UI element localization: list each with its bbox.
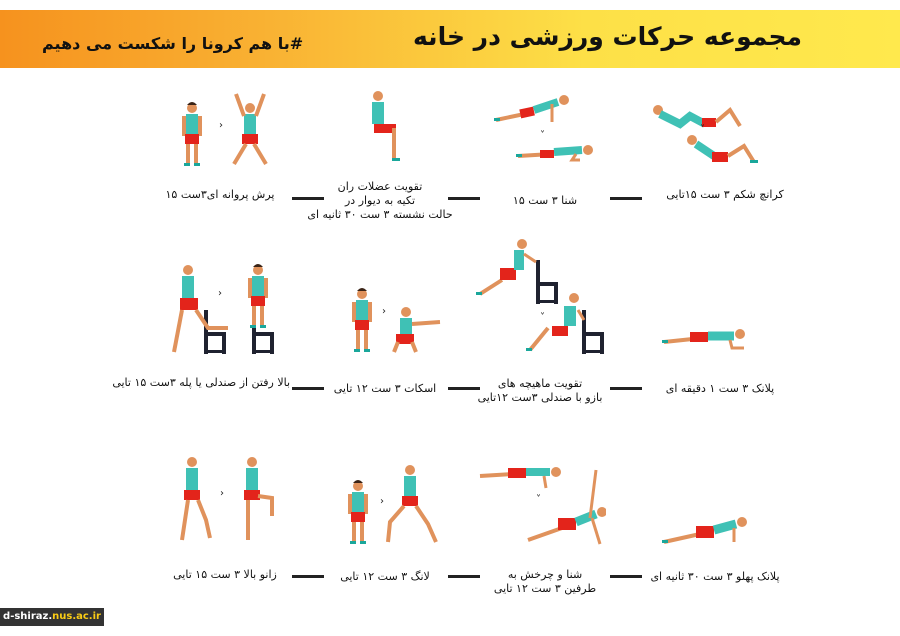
sequence-arrow xyxy=(292,575,324,578)
sequence-arrow xyxy=(610,387,642,390)
side-plank-illustration xyxy=(660,512,760,552)
exercise-caption: پلانک پهلو ۳ ست ۳۰ ثانیه ای xyxy=(650,570,780,583)
crunch-illustration xyxy=(640,88,760,170)
svg-text:˅: ˅ xyxy=(536,494,541,505)
svg-text:˅: ˅ xyxy=(540,130,545,141)
exercise-caption: پرش پروانه ای۳ست ۱۵ xyxy=(165,188,275,201)
svg-text:˅: ˅ xyxy=(700,124,705,135)
sequence-arrow xyxy=(448,387,480,390)
squat-illustration xyxy=(346,262,446,356)
jumping-jack-illustration xyxy=(172,80,282,172)
exercise-caption: اسکات ۳ ست ۱۲ تایی xyxy=(333,382,437,395)
exercise-caption: کرانچ شکم ۳ ست ۱۵تایی xyxy=(666,188,784,201)
site-watermark: d-shiraz.nus.ac.ir xyxy=(0,608,104,626)
svg-text:›: › xyxy=(220,488,224,499)
plank-illustration xyxy=(660,320,760,360)
sequence-arrow xyxy=(448,575,480,578)
exercise-caption: زانو بالا ۳ ست ۱۵ تایی xyxy=(173,568,277,581)
high-knees-illustration xyxy=(172,452,282,548)
exercise-caption: تقویت عضلات ران تکیه به دیوار در حالت نشسته ۳ ست ۳۰ ثانیه ای xyxy=(307,180,453,221)
exercise-caption: لانگ ۳ ست ۱۲ تایی xyxy=(340,570,430,583)
sequence-arrow xyxy=(610,575,642,578)
exercise-caption: بالا رفتن از صندلی یا پله ۳ست ۱۵ تایی xyxy=(112,376,290,389)
svg-text:˅: ˅ xyxy=(540,312,545,323)
exercise-caption: شنا و چرخش به طرفین ۳ ست ۱۲ تایی xyxy=(493,568,597,595)
step-up-illustration xyxy=(164,240,284,358)
exercise-caption: شنا ۳ ست ۱۵ xyxy=(512,194,578,207)
hashtag-slogan: #با هم کرونا را شکست می دهیم xyxy=(42,34,304,53)
svg-text:›: › xyxy=(219,120,223,131)
svg-text:›: › xyxy=(380,496,384,507)
page-title: مجموعه حرکات ورزشی در خانه xyxy=(413,22,802,51)
svg-text:›: › xyxy=(382,306,386,317)
wall-sit-illustration xyxy=(360,88,420,170)
exercise-caption: پلانک ۳ ست ۱ دقیقه ای xyxy=(665,382,775,395)
svg-text:›: › xyxy=(218,288,222,299)
exercise-caption: تقویت ماهیچه های بازو با صندلی ۳ست ۱۲تایی xyxy=(477,377,603,404)
lunge-illustration xyxy=(340,456,440,550)
header-banner xyxy=(0,10,900,68)
tricep-dip-illustration xyxy=(474,236,614,360)
pushup-illustration xyxy=(488,86,608,168)
sequence-arrow xyxy=(610,197,642,200)
pushup-rotation-illustration xyxy=(476,456,606,552)
sequence-arrow xyxy=(292,197,324,200)
sequence-arrow xyxy=(292,387,324,390)
